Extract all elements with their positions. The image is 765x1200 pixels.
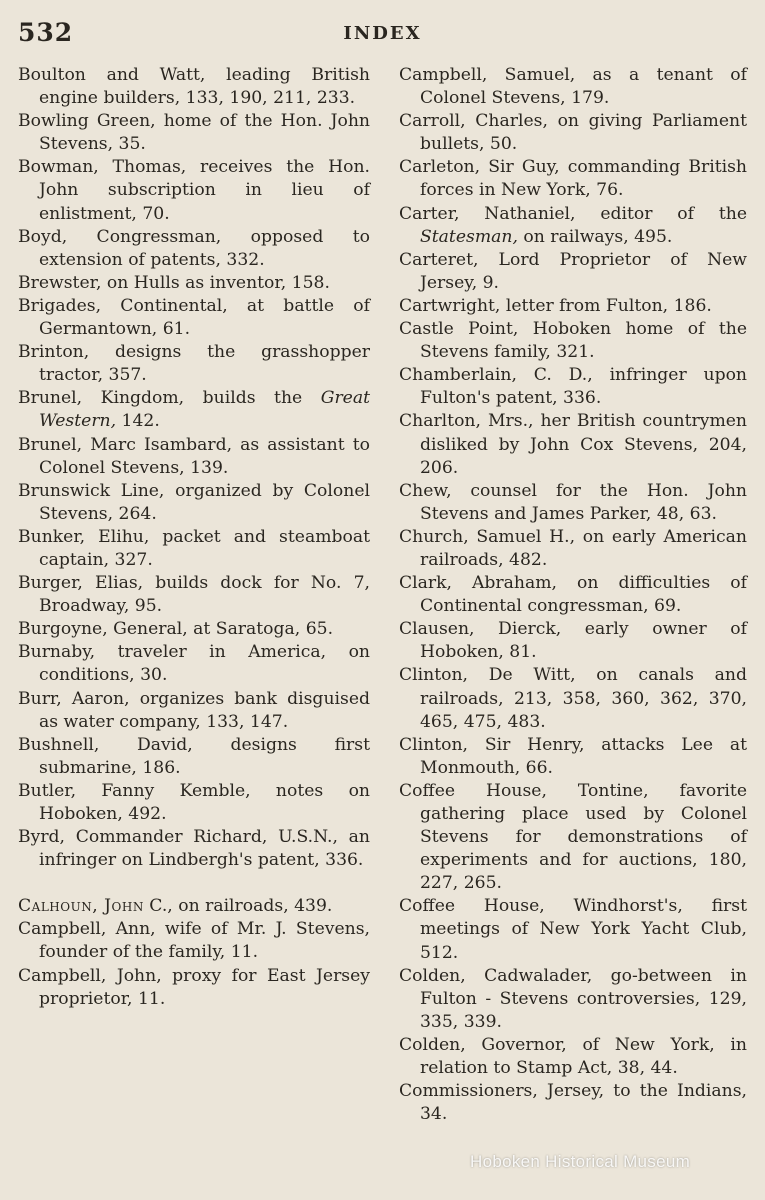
entry-text: Brunel, Kingdom, builds the [18, 388, 321, 409]
index-entry: Bowling Green, home of the Hon. John Stevens, 35. [18, 111, 370, 155]
index-entry: Brewster, on Hulls as inventor, 158. [18, 272, 330, 293]
page-header [18, 18, 747, 52]
entry-text: on railways, 495. [517, 226, 673, 247]
index-entry: Charlton, Mrs., her British countrymen disliked by John Cox Stevens, 204, 206. [399, 411, 747, 478]
index-entry [18, 387, 370, 433]
index-column-right [399, 64, 747, 1126]
entry-heading: Calhoun, John [18, 896, 144, 917]
index-entry: Brunel, Marc Isambard, as assistant to Colonel Stevens, 139. [18, 434, 370, 478]
index-entry: Colden, Governor, of New York, in relation to Stamp Act, 38, 44. [399, 1034, 747, 1079]
index-entry: Clark, Abraham, on difficulties of Continental congressman, 69. [399, 573, 747, 617]
index-entry: Butler, Fanny Kemble, notes on Hoboken, 492. [18, 780, 370, 824]
index-entry [399, 203, 747, 249]
index-entry: Burnaby, traveler in America, on conditions, 30. [18, 642, 370, 686]
index-entry: Colden, Cadwalader, go-between in Fulton - Stevens controversies, 129, 335, 339. [399, 965, 747, 1032]
entry-italic-title: Great Western, [39, 388, 370, 432]
index-entry: Brunswick Line, organized by Colonel Stevens, 264. [18, 480, 370, 524]
index-entry: Campbell, Ann, wife of Mr. J. Stevens, founder of the family, 11. [18, 919, 370, 963]
page-title: INDEX [343, 23, 422, 44]
index-entry: Commissioners, Jersey, to the Indians, 34. [399, 1081, 747, 1125]
entry-italic-title: Statesman, [420, 226, 518, 247]
index-entry: Clausen, Dierck, early owner of Hoboken, 81. [399, 619, 747, 663]
index-column-left [18, 64, 370, 1011]
index-entry: Clinton, Sir Henry, attacks Lee at Monmouth, 66. [399, 734, 747, 778]
entry-text: C., on railroads, 439. [143, 896, 333, 917]
index-entry: Carleton, Sir Guy, commanding British forces in New York, 76. [399, 157, 747, 201]
index-entry: Burgoyne, General, at Saratoga, 65. [18, 619, 334, 640]
index-entry: Burger, Elias, builds dock for No. 7, Broadway, 95. [18, 573, 370, 617]
index-entry: Bushnell, David, designs first submarine, 186. [18, 734, 370, 778]
index-entry: Coffee House, Windhorst's, first meetings of New York Yacht Club, 512. [399, 896, 747, 963]
index-entry: Church, Samuel H., on early American railroads, 482. [399, 526, 747, 570]
page-number: 532 [18, 18, 74, 47]
index-entry: Byrd, Commander Richard, U.S.N., an infringer on Lindbergh's patent, 336. [18, 827, 370, 871]
index-entry: Campbell, John, proxy for East Jersey proprietor, 11. [18, 965, 370, 1009]
entry-text: 142. [116, 411, 160, 432]
index-entry: Carteret, Lord Proprietor of New Jersey, 9. [399, 249, 747, 293]
index-entry: Bunker, Elihu, packet and steamboat captain, 327. [18, 526, 370, 570]
index-entry: Castle Point, Hoboken home of the Stevens family, 321. [399, 319, 747, 363]
index-entry: Clinton, De Witt, on canals and railroads, 213, 358, 360, 362, 370, 465, 475, 483. [399, 665, 747, 732]
index-entry: Burr, Aaron, organizes bank disguised as water company, 133, 147. [18, 688, 370, 732]
index-entry: Chamberlain, C. D., infringer upon Fulton's patent, 336. [399, 365, 747, 409]
index-entry: Campbell, Samuel, as a tenant of Colonel Stevens, 179. [399, 65, 747, 109]
entry-text: Carter, Nathaniel, editor of the [399, 203, 747, 224]
index-entry: Boyd, Congressman, opposed to extension of patents, 332. [18, 226, 370, 270]
index-entry: Brigades, Continental, at battle of Germantown, 61. [18, 295, 370, 340]
index-entry: Coffee House, Tontine, favorite gathering place used by Colonel Stevens for demonstrations of experiments and for auctions, 180, 227, 265. [399, 780, 747, 894]
index-entry: Brinton, designs the grasshopper tractor, 357. [18, 342, 370, 386]
index-entry: Carroll, Charles, on giving Parliament bullets, 50. [399, 111, 747, 155]
watermark: Hoboken Historical Museum [470, 1152, 691, 1171]
index-entry: Cartwright, letter from Fulton, 186. [399, 295, 712, 316]
index-entry: Bowman, Thomas, receives the Hon. John subscription in lieu of enlistment, 70. [18, 157, 370, 224]
index-entry: Boulton and Watt, leading British engine builders, 133, 190, 211, 233. [18, 65, 370, 109]
index-entry: Chew, counsel for the Hon. John Stevens and James Parker, 48, 63. [399, 480, 747, 524]
index-entry [18, 895, 370, 918]
